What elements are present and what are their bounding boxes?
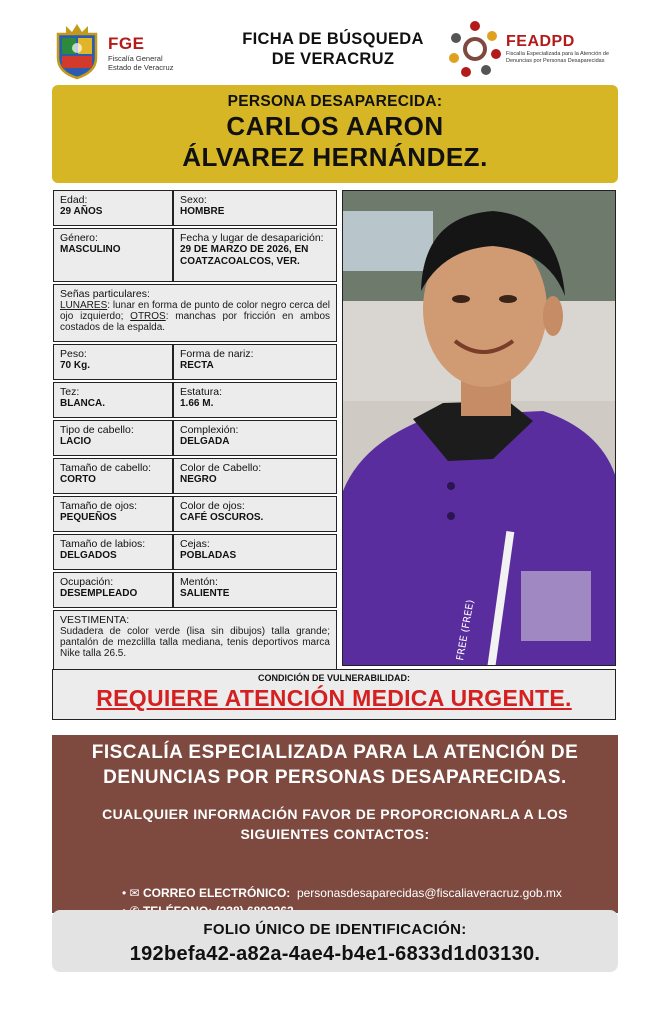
condition-text-main: REQUIERE ATENCIÓN MEDICA URGENTE	[96, 685, 566, 711]
field-label: Ocupación:	[60, 576, 114, 588]
feadpd-people-logo	[446, 18, 504, 85]
field-sexo	[173, 190, 337, 226]
field-tamano-ojos	[53, 496, 173, 532]
field-value-2: COATZACOALCOS, VER.	[180, 256, 300, 267]
field-label: Estatura:	[180, 386, 223, 398]
field-color-cabello	[173, 458, 337, 494]
condition-dot: .	[565, 685, 572, 711]
email-label: CORREO ELECTRÓNICO:	[142, 886, 291, 900]
field-value: PEQUEÑOS	[60, 512, 117, 523]
field-value: BLANCA.	[60, 398, 105, 409]
condition-label: CONDICIÓN DE VULNERABILIDAD:	[258, 673, 410, 683]
field-label: Cejas:	[180, 538, 210, 550]
field-value: 70 Kg.	[60, 360, 91, 371]
field-label: Fecha y lugar de desaparición:	[180, 232, 324, 244]
field-label: Mentón:	[180, 576, 218, 588]
otros-text: : manchas por fricción en ambos costados de la espalda.	[60, 311, 331, 333]
field-estatura	[173, 382, 337, 418]
feadpd-abbr: FEADPD	[506, 33, 575, 50]
footer-subheading	[52, 804, 618, 844]
shirt-print-text: FREE (FREE)	[455, 598, 477, 662]
contact-email-item	[122, 884, 562, 902]
field-color-ojos	[173, 496, 337, 532]
field-complexion	[173, 420, 337, 456]
field-tipo-cabello	[53, 420, 173, 456]
field-value: LACIO	[60, 436, 92, 447]
field-label: Forma de nariz:	[180, 348, 254, 360]
field-value: DELGADA	[180, 436, 230, 447]
field-label: Peso:	[60, 348, 87, 360]
footer-subheading-line-1: CUALQUIER INFORMACIÓN FAVOR DE PROPORCIONARLA A LOS	[102, 806, 568, 822]
field-senas-particulares	[53, 284, 337, 342]
title-line-2: DE VERACRUZ	[271, 50, 395, 68]
field-value: POBLADAS	[180, 550, 237, 561]
senas-text	[60, 300, 330, 333]
field-label: VESTIMENTA:	[60, 614, 130, 626]
field-label: Tamaño de cabello:	[60, 462, 152, 474]
field-value-1: 29 DE MARZO DE 2026, EN	[180, 244, 309, 255]
title-line-1: FICHA DE BÚSQUEDA	[242, 30, 424, 48]
field-value: NEGRO	[180, 474, 217, 485]
field-label: Tez:	[60, 386, 80, 398]
feadpd-logo-text	[506, 33, 626, 65]
field-value: 1.66 M.	[180, 398, 214, 409]
field-value: HOMBRE	[180, 206, 225, 217]
field-value: SALIENTE	[180, 588, 230, 599]
field-tez	[53, 382, 173, 418]
field-value: DESEMPLEADO	[60, 588, 138, 599]
fge-shield-logo	[52, 20, 102, 85]
footer-heading	[52, 740, 618, 790]
envelope-icon: ✉	[129, 886, 143, 900]
lunares-text: : lunar en forma de punto de color negro cerca del ojo izquierdo;	[60, 300, 330, 322]
field-label: Tamaño de ojos:	[60, 500, 138, 512]
feadpd-sub: Fiscalía Especializada para la Atención de Denuncias por Personas Desaparecidas	[506, 51, 610, 64]
field-label: Tamaño de labios:	[60, 538, 146, 550]
field-genero	[53, 228, 173, 282]
condition-text	[53, 685, 615, 712]
fge-sub-1: Fiscalía General	[108, 54, 163, 63]
field-value: MASCULINO	[60, 244, 121, 255]
field-forma-nariz	[173, 344, 337, 380]
missing-person-banner	[52, 85, 618, 183]
field-value: DELGADOS	[60, 550, 117, 561]
field-vestimenta	[53, 610, 337, 674]
field-value: CORTO	[60, 474, 96, 485]
field-label: Edad:	[60, 194, 88, 206]
folio-title: FOLIO ÚNICO DE IDENTIFICACIÓN:	[203, 921, 467, 938]
field-label: Género:	[60, 232, 98, 244]
lunares-label: LUNARES	[60, 300, 108, 311]
field-label: Complexión:	[180, 424, 239, 436]
vulnerability-condition	[52, 669, 616, 720]
folio-box	[52, 910, 618, 972]
field-cejas	[173, 534, 337, 570]
vestimenta-text: Sudadera de color verde (lisa sin dibujos) talla grande; pantalón de mezclilla talla mediana, tenis deportivos marca Nike talla 26.5.	[60, 626, 330, 659]
field-ocupacion	[53, 572, 173, 608]
header	[0, 0, 650, 82]
footer-heading-line-2: DENUNCIAS POR PERSONAS DESAPARECIDAS.	[103, 767, 567, 788]
person-name-line-1: CARLOS AARON	[226, 111, 444, 141]
bullet: •	[122, 886, 130, 900]
field-label: Tipo de cabello:	[60, 424, 134, 436]
footer-heading-line-1: FISCALÍA ESPECIALIZADA PARA LA ATENCIÓN DE	[91, 742, 579, 763]
email-link[interactable]: personasdesaparecidas@fiscaliaveracruz.gob.mx	[296, 886, 562, 900]
field-label: Sexo:	[180, 194, 207, 206]
folio-id: 192befa42-a82a-4ae4-b4e1-6833d1d03130.	[129, 943, 541, 965]
field-fecha-lugar	[173, 228, 337, 282]
description-grid	[53, 190, 337, 676]
field-label: Señas particulares:	[60, 288, 150, 300]
page-title	[228, 29, 438, 69]
person-photo	[342, 190, 616, 666]
footer-contact-panel	[52, 735, 618, 913]
field-label: Color de Cabello:	[180, 462, 262, 474]
footer-subheading-line-2: SIGUIENTES CONTACTOS:	[240, 826, 430, 842]
field-value: CAFÉ OSCUROS.	[180, 512, 264, 523]
field-tamano-labios	[53, 534, 173, 570]
field-edad	[53, 190, 173, 226]
field-value: 29 AÑOS	[60, 206, 103, 217]
fge-abbr: FGE	[108, 34, 145, 53]
banner-label: PERSONA DESAPARECIDA:	[227, 93, 443, 110]
person-name-line-2: ÁLVAREZ HERNÁNDEZ.	[182, 142, 488, 172]
field-peso	[53, 344, 173, 380]
field-value: RECTA	[180, 360, 214, 371]
field-menton	[173, 572, 337, 608]
fge-logo-text	[108, 34, 173, 72]
field-label: Color de ojos:	[180, 500, 245, 512]
fge-sub-2: Estado de Veracruz	[108, 63, 174, 72]
otros-label: OTROS	[130, 311, 166, 322]
field-tamano-cabello	[53, 458, 173, 494]
